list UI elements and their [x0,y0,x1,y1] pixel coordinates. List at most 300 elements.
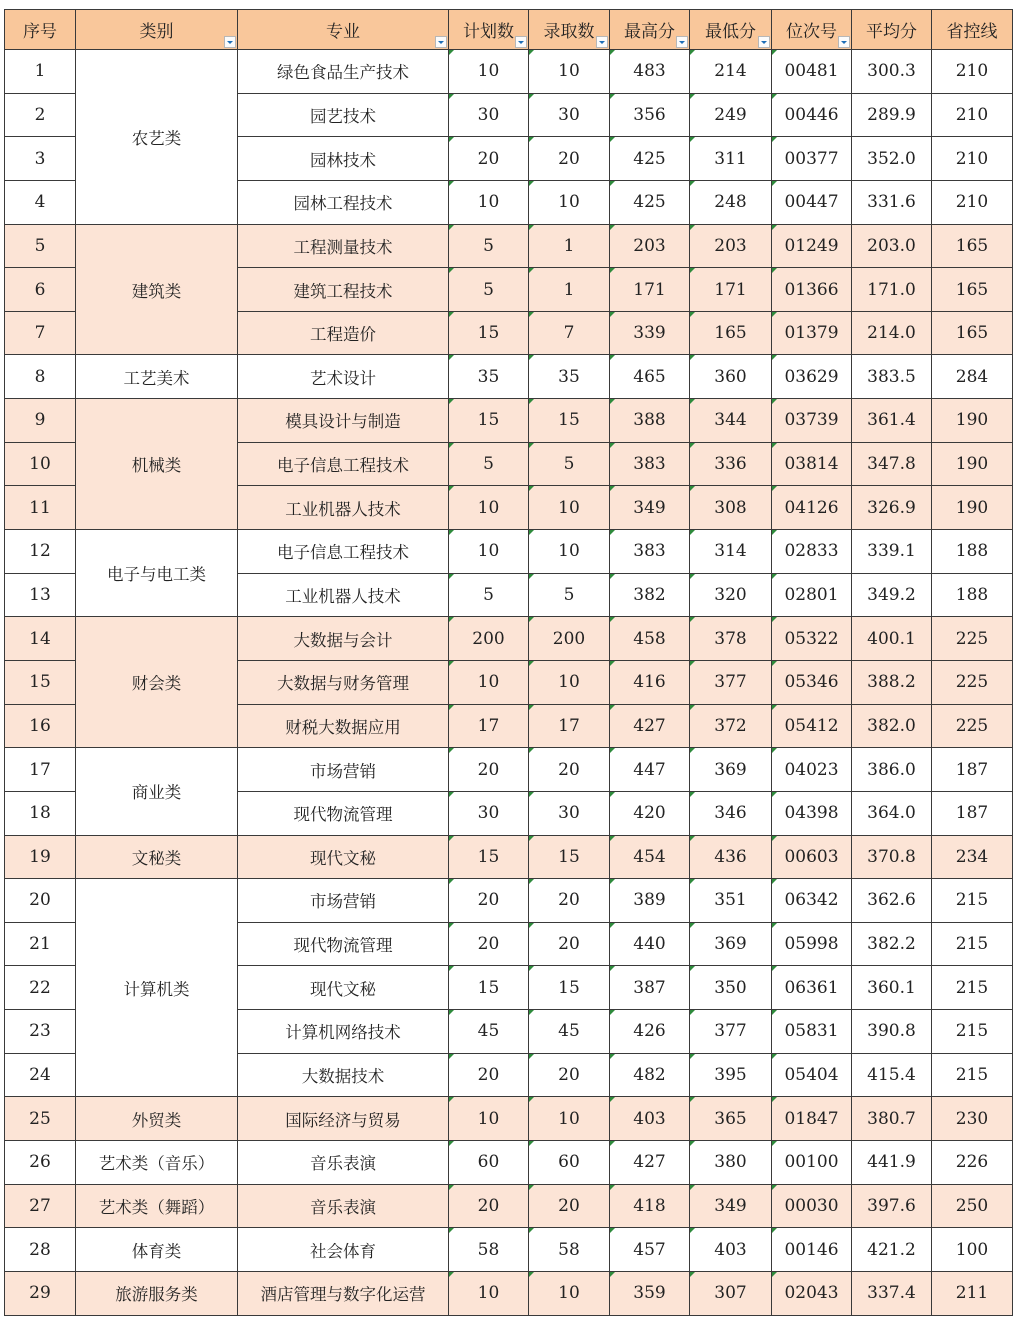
filter-dropdown-icon[interactable] [515,36,527,48]
cell-average-score: 370.8 [852,835,932,879]
cell-planned-count: 200 [449,617,529,661]
cell-provincial-line: 284 [932,355,1013,399]
cell-rank-number: 05346 [772,660,852,704]
cell-provincial-line: 230 [932,1097,1013,1141]
cell-highest-score: 203 [610,224,690,268]
cell-highest-score: 425 [610,180,690,224]
cell-admitted-count: 58 [529,1228,610,1272]
cell-average-score: 300.3 [852,50,932,94]
cell-admitted-count: 17 [529,704,610,748]
cell-admitted-count: 10 [529,660,610,704]
cell-highest-score: 383 [610,442,690,486]
cell-seq-no: 25 [5,1097,76,1141]
cell-planned-count: 10 [449,180,529,224]
cell-highest-score: 458 [610,617,690,661]
cell-major: 园林技术 [238,137,449,181]
cell-average-score: 326.9 [852,486,932,530]
cell-major: 社会体育 [238,1228,449,1272]
table-header-row [5,10,1013,50]
cell-rank-number: 03629 [772,355,852,399]
cell-average-score: 171.0 [852,268,932,312]
table-row [5,530,1013,574]
cell-admitted-count: 30 [529,791,610,835]
cell-admitted-count: 10 [529,50,610,94]
cell-lowest-score: 369 [690,922,772,966]
cell-planned-count: 5 [449,442,529,486]
cell-major: 工程测量技术 [238,224,449,268]
cell-planned-count: 30 [449,93,529,137]
cell-highest-score: 427 [610,1141,690,1185]
category-cell: 体育类 [76,1228,238,1272]
cell-average-score: 441.9 [852,1141,932,1185]
filter-dropdown-icon[interactable] [676,36,688,48]
cell-lowest-score: 369 [690,748,772,792]
category-cell: 外贸类 [76,1097,238,1141]
cell-seq-no: 7 [5,311,76,355]
cell-rank-number: 00446 [772,93,852,137]
cell-planned-count: 5 [449,224,529,268]
cell-admitted-count: 15 [529,966,610,1010]
cell-seq-no: 8 [5,355,76,399]
cell-major: 建筑工程技术 [238,268,449,312]
cell-average-score: 415.4 [852,1053,932,1097]
cell-average-score: 337.4 [852,1271,932,1315]
cell-highest-score: 454 [610,835,690,879]
cell-provincial-line: 210 [932,137,1013,181]
cell-rank-number: 06342 [772,879,852,923]
header-label: 位次号 [786,22,837,42]
category-cell: 艺术类（音乐） [76,1141,238,1185]
cell-provincial-line: 165 [932,224,1013,268]
cell-highest-score: 426 [610,1010,690,1054]
cell-rank-number: 01249 [772,224,852,268]
cell-admitted-count: 10 [529,180,610,224]
table-row [5,1228,1013,1272]
cell-lowest-score: 350 [690,966,772,1010]
table-row [5,748,1013,792]
cell-lowest-score: 436 [690,835,772,879]
header-label: 最低分 [705,22,756,42]
cell-admitted-count: 10 [529,530,610,574]
header-label: 序号 [23,22,57,42]
cell-admitted-count: 200 [529,617,610,661]
header-label: 录取数 [543,22,595,42]
cell-major: 现代文秘 [238,835,449,879]
header-label: 平均分 [866,22,917,42]
cell-admitted-count: 20 [529,879,610,923]
filter-dropdown-icon[interactable] [224,36,236,48]
cell-seq-no: 13 [5,573,76,617]
cell-major: 音乐表演 [238,1141,449,1185]
cell-lowest-score: 378 [690,617,772,661]
cell-seq-no: 9 [5,399,76,443]
cell-major: 工程造价 [238,311,449,355]
cell-rank-number: 02833 [772,530,852,574]
cell-lowest-score: 320 [690,573,772,617]
cell-highest-score: 465 [610,355,690,399]
cell-provincial-line: 210 [932,180,1013,224]
cell-average-score: 382.0 [852,704,932,748]
cell-average-score: 390.8 [852,1010,932,1054]
cell-planned-count: 20 [449,748,529,792]
cell-average-score: 203.0 [852,224,932,268]
cell-highest-score: 440 [610,922,690,966]
cell-highest-score: 387 [610,966,690,1010]
table-row [5,399,1013,443]
header-average-score [852,10,932,50]
table-row [5,617,1013,661]
cell-lowest-score: 308 [690,486,772,530]
cell-seq-no: 16 [5,704,76,748]
cell-highest-score: 403 [610,1097,690,1141]
header-label: 类别 [139,22,174,42]
cell-average-score: 400.1 [852,617,932,661]
cell-lowest-score: 165 [690,311,772,355]
cell-average-score: 362.6 [852,879,932,923]
cell-admitted-count: 7 [529,311,610,355]
cell-major: 现代物流管理 [238,922,449,966]
cell-major: 电子信息工程技术 [238,530,449,574]
header-seq-no [5,10,76,50]
cell-rank-number: 00377 [772,137,852,181]
category-cell: 艺术类（舞蹈） [76,1184,238,1228]
cell-highest-score: 425 [610,137,690,181]
cell-provincial-line: 225 [932,660,1013,704]
header-label: 专业 [326,22,360,42]
cell-admitted-count: 15 [529,399,610,443]
cell-planned-count: 5 [449,268,529,312]
cell-planned-count: 35 [449,355,529,399]
cell-major: 酒店管理与数字化运营 [238,1271,449,1315]
cell-average-score: 421.2 [852,1228,932,1272]
cell-major: 大数据技术 [238,1053,449,1097]
header-major [238,10,449,50]
cell-rank-number: 00447 [772,180,852,224]
cell-rank-number: 04023 [772,748,852,792]
cell-planned-count: 15 [449,835,529,879]
cell-highest-score: 356 [610,93,690,137]
cell-major: 工业机器人技术 [238,573,449,617]
cell-seq-no: 22 [5,966,76,1010]
cell-provincial-line: 188 [932,573,1013,617]
admission-scores-table [4,9,1013,1316]
cell-lowest-score: 349 [690,1184,772,1228]
cell-highest-score: 388 [610,399,690,443]
cell-planned-count: 15 [449,966,529,1010]
cell-provincial-line: 215 [932,1053,1013,1097]
cell-seq-no: 21 [5,922,76,966]
cell-admitted-count: 20 [529,922,610,966]
cell-highest-score: 420 [610,791,690,835]
header-admitted-count [529,10,610,50]
category-cell: 财会类 [76,617,238,748]
cell-lowest-score: 336 [690,442,772,486]
cell-seq-no: 26 [5,1141,76,1185]
cell-highest-score: 447 [610,748,690,792]
cell-seq-no: 3 [5,137,76,181]
cell-rank-number: 03814 [772,442,852,486]
cell-major: 市场营销 [238,879,449,923]
cell-provincial-line: 234 [932,835,1013,879]
cell-admitted-count: 1 [529,224,610,268]
cell-highest-score: 359 [610,1271,690,1315]
cell-major: 现代文秘 [238,966,449,1010]
cell-provincial-line: 165 [932,311,1013,355]
cell-provincial-line: 250 [932,1184,1013,1228]
cell-average-score: 361.4 [852,399,932,443]
cell-seq-no: 10 [5,442,76,486]
cell-major: 园艺技术 [238,93,449,137]
cell-highest-score: 483 [610,50,690,94]
cell-seq-no: 2 [5,93,76,137]
cell-average-score: 289.9 [852,93,932,137]
filter-dropdown-icon[interactable] [758,36,770,48]
category-cell: 农艺类 [76,50,238,225]
cell-rank-number: 00603 [772,835,852,879]
cell-provincial-line: 188 [932,530,1013,574]
cell-average-score: 339.1 [852,530,932,574]
cell-lowest-score: 377 [690,1010,772,1054]
cell-planned-count: 58 [449,1228,529,1272]
cell-provincial-line: 165 [932,268,1013,312]
cell-seq-no: 27 [5,1184,76,1228]
cell-provincial-line: 187 [932,791,1013,835]
cell-rank-number: 06361 [772,966,852,1010]
cell-admitted-count: 45 [529,1010,610,1054]
header-label: 计划数 [463,22,514,42]
cell-admitted-count: 1 [529,268,610,312]
category-cell: 旅游服务类 [76,1271,238,1315]
cell-highest-score: 171 [610,268,690,312]
cell-lowest-score: 351 [690,879,772,923]
cell-provincial-line: 215 [932,966,1013,1010]
cell-planned-count: 10 [449,50,529,94]
cell-planned-count: 5 [449,573,529,617]
cell-planned-count: 45 [449,1010,529,1054]
cell-lowest-score: 203 [690,224,772,268]
cell-seq-no: 24 [5,1053,76,1097]
cell-planned-count: 10 [449,1271,529,1315]
cell-major: 市场营销 [238,748,449,792]
cell-planned-count: 10 [449,1097,529,1141]
cell-rank-number: 05404 [772,1053,852,1097]
cell-major: 大数据与会计 [238,617,449,661]
cell-lowest-score: 248 [690,180,772,224]
cell-average-score: 380.7 [852,1097,932,1141]
cell-average-score: 352.0 [852,137,932,181]
table-row [5,50,1013,94]
header-category [76,10,238,50]
cell-lowest-score: 311 [690,137,772,181]
cell-planned-count: 15 [449,399,529,443]
category-cell: 文秘类 [76,835,238,879]
cell-provincial-line: 100 [932,1228,1013,1272]
cell-lowest-score: 314 [690,530,772,574]
cell-average-score: 397.6 [852,1184,932,1228]
cell-average-score: 382.2 [852,922,932,966]
cell-average-score: 383.5 [852,355,932,399]
cell-seq-no: 18 [5,791,76,835]
cell-seq-no: 1 [5,50,76,94]
cell-lowest-score: 171 [690,268,772,312]
cell-provincial-line: 215 [932,922,1013,966]
cell-admitted-count: 30 [529,93,610,137]
cell-lowest-score: 377 [690,660,772,704]
cell-admitted-count: 15 [529,835,610,879]
header-label: 最高分 [624,22,675,42]
cell-planned-count: 60 [449,1141,529,1185]
cell-major: 现代物流管理 [238,791,449,835]
cell-admitted-count: 35 [529,355,610,399]
cell-lowest-score: 346 [690,791,772,835]
cell-average-score: 214.0 [852,311,932,355]
cell-lowest-score: 214 [690,50,772,94]
cell-rank-number: 01379 [772,311,852,355]
category-cell: 工艺美术 [76,355,238,399]
cell-admitted-count: 60 [529,1141,610,1185]
cell-planned-count: 20 [449,1053,529,1097]
cell-planned-count: 10 [449,660,529,704]
cell-seq-no: 11 [5,486,76,530]
cell-highest-score: 389 [610,879,690,923]
cell-major: 大数据与财务管理 [238,660,449,704]
category-cell: 电子与电工类 [76,530,238,617]
cell-rank-number: 05998 [772,922,852,966]
cell-planned-count: 20 [449,137,529,181]
cell-highest-score: 339 [610,311,690,355]
table-row [5,835,1013,879]
cell-rank-number: 03739 [772,399,852,443]
cell-average-score: 364.0 [852,791,932,835]
cell-admitted-count: 10 [529,486,610,530]
cell-rank-number: 05322 [772,617,852,661]
cell-provincial-line: 215 [932,1010,1013,1054]
table-body [5,50,1013,1316]
cell-major: 模具设计与制造 [238,399,449,443]
category-cell: 商业类 [76,748,238,835]
cell-rank-number: 01847 [772,1097,852,1141]
cell-rank-number: 02043 [772,1271,852,1315]
cell-highest-score: 457 [610,1228,690,1272]
table-row [5,355,1013,399]
cell-lowest-score: 307 [690,1271,772,1315]
cell-lowest-score: 372 [690,704,772,748]
cell-seq-no: 19 [5,835,76,879]
cell-seq-no: 17 [5,748,76,792]
cell-major: 绿色食品生产技术 [238,50,449,94]
cell-lowest-score: 249 [690,93,772,137]
cell-seq-no: 4 [5,180,76,224]
cell-planned-count: 10 [449,486,529,530]
cell-provincial-line: 215 [932,879,1013,923]
cell-seq-no: 14 [5,617,76,661]
cell-lowest-score: 395 [690,1053,772,1097]
cell-major: 财税大数据应用 [238,704,449,748]
table-row [5,224,1013,268]
header-provincial-line [932,10,1013,50]
cell-admitted-count: 5 [529,442,610,486]
cell-seq-no: 28 [5,1228,76,1272]
cell-seq-no: 23 [5,1010,76,1054]
cell-planned-count: 20 [449,922,529,966]
cell-seq-no: 20 [5,879,76,923]
cell-lowest-score: 344 [690,399,772,443]
cell-provincial-line: 190 [932,442,1013,486]
filter-dropdown-icon[interactable] [435,36,447,48]
cell-rank-number: 00146 [772,1228,852,1272]
cell-provincial-line: 225 [932,617,1013,661]
cell-lowest-score: 403 [690,1228,772,1272]
table-row [5,1184,1013,1228]
header-label: 省控线 [946,22,998,42]
header-highest-score [610,10,690,50]
header-planned-count [449,10,529,50]
cell-admitted-count: 10 [529,1097,610,1141]
cell-highest-score: 418 [610,1184,690,1228]
cell-provincial-line: 190 [932,399,1013,443]
cell-planned-count: 17 [449,704,529,748]
category-cell: 计算机类 [76,879,238,1097]
cell-major: 电子信息工程技术 [238,442,449,486]
cell-major: 工业机器人技术 [238,486,449,530]
table-row [5,1097,1013,1141]
table-row [5,1271,1013,1315]
cell-planned-count: 15 [449,311,529,355]
table-row [5,879,1013,923]
cell-major: 音乐表演 [238,1184,449,1228]
cell-seq-no: 15 [5,660,76,704]
category-cell: 建筑类 [76,224,238,355]
cell-average-score: 349.2 [852,573,932,617]
cell-admitted-count: 20 [529,748,610,792]
cell-rank-number: 04398 [772,791,852,835]
cell-admitted-count: 20 [529,1053,610,1097]
cell-seq-no: 5 [5,224,76,268]
cell-seq-no: 12 [5,530,76,574]
cell-average-score: 388.2 [852,660,932,704]
category-cell: 机械类 [76,399,238,530]
cell-lowest-score: 365 [690,1097,772,1141]
cell-planned-count: 10 [449,530,529,574]
cell-provincial-line: 226 [932,1141,1013,1185]
cell-highest-score: 349 [610,486,690,530]
table-row [5,1141,1013,1185]
cell-rank-number: 01366 [772,268,852,312]
cell-provincial-line: 210 [932,93,1013,137]
cell-major: 艺术设计 [238,355,449,399]
cell-provincial-line: 211 [932,1271,1013,1315]
filter-dropdown-icon[interactable] [596,36,608,48]
cell-highest-score: 383 [610,530,690,574]
cell-major: 国际经济与贸易 [238,1097,449,1141]
cell-rank-number: 00481 [772,50,852,94]
cell-rank-number: 04126 [772,486,852,530]
cell-rank-number: 05412 [772,704,852,748]
filter-dropdown-icon[interactable] [838,36,850,48]
cell-planned-count: 30 [449,791,529,835]
cell-admitted-count: 20 [529,1184,610,1228]
cell-provincial-line: 210 [932,50,1013,94]
cell-average-score: 347.8 [852,442,932,486]
cell-provincial-line: 225 [932,704,1013,748]
cell-highest-score: 427 [610,704,690,748]
cell-average-score: 331.6 [852,180,932,224]
cell-planned-count: 20 [449,879,529,923]
cell-provincial-line: 190 [932,486,1013,530]
cell-seq-no: 29 [5,1271,76,1315]
cell-lowest-score: 360 [690,355,772,399]
header-lowest-score [690,10,772,50]
